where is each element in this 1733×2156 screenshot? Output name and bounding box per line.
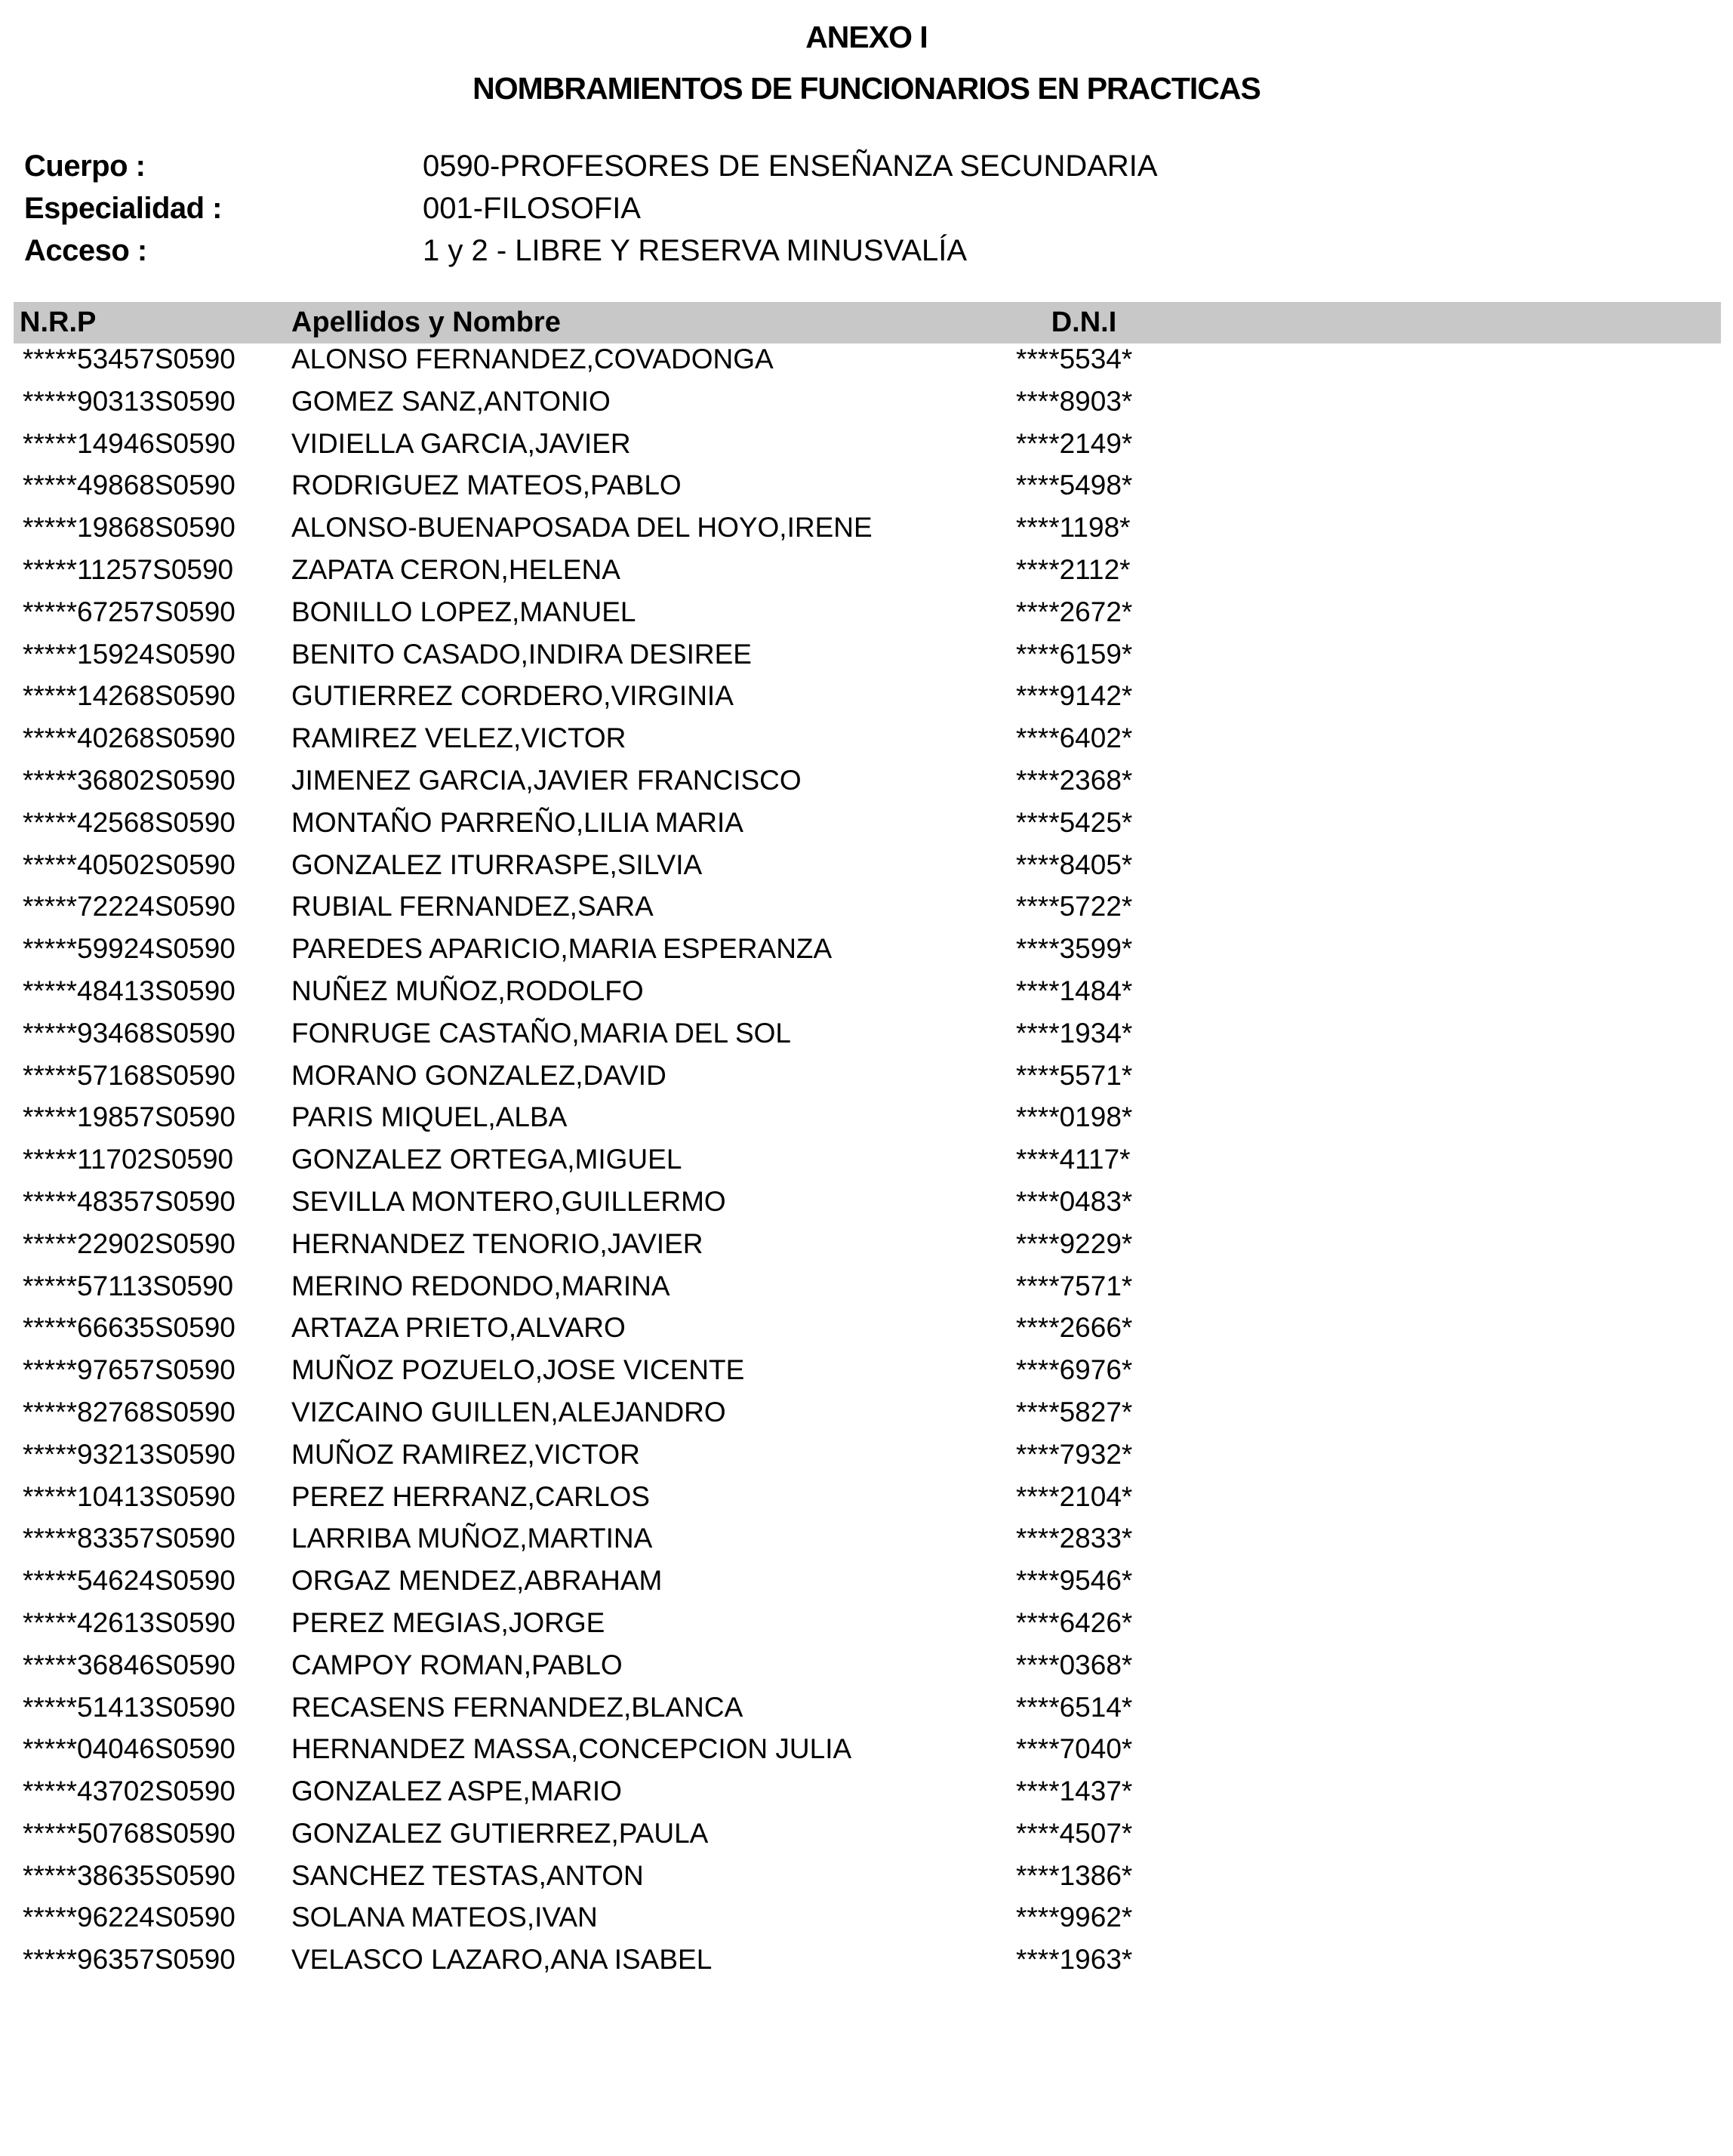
table-row: [0, 1565, 1733, 1607]
cell-name: RAMIREZ VELEZ,VICTOR: [291, 722, 626, 754]
cell-name: BONILLO LOPEZ,MANUEL: [291, 596, 636, 627]
cell-name: MONTAÑO PARREÑO,LILIA MARIA: [291, 806, 743, 838]
cell-name: PEREZ HERRANZ,CARLOS: [291, 1480, 650, 1512]
cell-name: CAMPOY ROMAN,PABLO: [291, 1649, 623, 1680]
cell-dni: ****9142*: [1016, 680, 1133, 712]
table-row: [0, 470, 1733, 512]
cell-nrp: *****43702S0590: [23, 1776, 235, 1807]
cell-dni: ****4117*: [1016, 1144, 1131, 1175]
cell-dni: ****2149*: [1016, 427, 1133, 459]
cell-dni: ****9229*: [1016, 1227, 1133, 1259]
cell-nrp: *****96224S0590: [23, 1902, 235, 1933]
cell-nrp: *****11257S0590: [23, 553, 234, 585]
cell-name: GONZALEZ ITURRASPE,SILVIA: [291, 849, 703, 880]
cell-nrp: *****19857S0590: [23, 1101, 235, 1133]
table-row: [0, 722, 1733, 765]
table-row: [0, 975, 1733, 1018]
table-row: [0, 1944, 1733, 1986]
cell-nrp: *****54624S0590: [23, 1565, 235, 1597]
cell-dni: ****8903*: [1016, 385, 1133, 417]
cell-nrp: *****48413S0590: [23, 975, 235, 1006]
table-row: [0, 1818, 1733, 1860]
cell-name: ZAPATA CERON,HELENA: [291, 553, 620, 585]
cell-dni: ****5534*: [1016, 343, 1133, 374]
cell-name: ALONSO-BUENAPOSADA DEL HOYO,IRENE: [291, 512, 873, 544]
cell-nrp: *****15924S0590: [23, 638, 235, 670]
cell-name: ALONSO FERNANDEZ,COVADONGA: [291, 343, 774, 374]
cell-nrp: *****49868S0590: [23, 470, 235, 501]
cell-nrp: *****50768S0590: [23, 1817, 235, 1849]
cell-nrp: *****93213S0590: [23, 1438, 235, 1470]
cell-name: VIDIELLA GARCIA,JAVIER: [291, 427, 631, 459]
cell-nrp: *****19868S0590: [23, 512, 235, 544]
cell-name: MORANO GONZALEZ,DAVID: [291, 1059, 666, 1091]
table-row: [0, 1060, 1733, 1102]
table-row: [0, 1228, 1733, 1270]
cell-nrp: *****96357S0590: [23, 1944, 235, 1976]
cell-nrp: *****36846S0590: [23, 1649, 235, 1680]
table-row: [0, 1144, 1733, 1186]
cell-dni: ****6402*: [1016, 722, 1133, 754]
cell-name: GONZALEZ ASPE,MARIO: [291, 1776, 622, 1807]
cell-dni: ****5425*: [1016, 806, 1133, 838]
table-row: [0, 1776, 1733, 1818]
table-row: [0, 933, 1733, 975]
cell-dni: ****5827*: [1016, 1396, 1133, 1428]
cell-nrp: *****38635S0590: [23, 1859, 235, 1891]
cell-nrp: *****10413S0590: [23, 1480, 235, 1512]
table-row: [0, 807, 1733, 849]
cell-dni: ****3599*: [1016, 933, 1133, 965]
cell-dni: ****2112*: [1016, 553, 1131, 585]
cell-nrp: *****67257S0590: [23, 596, 235, 627]
table-row: [0, 386, 1733, 428]
table-row: [0, 1523, 1733, 1565]
table-row: [0, 1649, 1733, 1692]
cell-nrp: *****42613S0590: [23, 1606, 235, 1638]
cell-dni: ****6426*: [1016, 1606, 1133, 1638]
cell-nrp: *****40268S0590: [23, 722, 235, 754]
cell-name: GONZALEZ ORTEGA,MIGUEL: [291, 1144, 682, 1175]
cell-name: ARTAZA PRIETO,ALVARO: [291, 1312, 626, 1344]
cell-nrp: *****93468S0590: [23, 1017, 235, 1049]
cell-name: LARRIBA MUÑOZ,MARTINA: [291, 1523, 653, 1554]
acceso-value: 1 y 2 - LIBRE Y RESERVA MINUSVALÍA: [423, 234, 968, 267]
cell-nrp: *****36802S0590: [23, 764, 235, 796]
column-header-dni: D.N.I: [1051, 306, 1117, 338]
cuerpo-label: Cuerpo :: [24, 149, 146, 183]
acceso-label: Acceso :: [24, 234, 147, 267]
table-row: [0, 1607, 1733, 1649]
table-body: [0, 343, 1733, 1986]
document-title: ANEXO I: [805, 20, 928, 54]
cell-name: JIMENEZ GARCIA,JAVIER FRANCISCO: [291, 764, 802, 796]
column-header-nrp: N.R.P: [20, 306, 97, 338]
especialidad-value: 001-FILOSOFIA: [423, 192, 641, 225]
cell-dni: ****2833*: [1016, 1523, 1133, 1554]
cell-name: FONRUGE CASTAÑO,MARIA DEL SOL: [291, 1017, 792, 1049]
cell-dni: ****2104*: [1016, 1480, 1133, 1512]
cell-nrp: *****59924S0590: [23, 933, 235, 965]
table-row: [0, 1101, 1733, 1144]
cell-dni: ****7932*: [1016, 1438, 1133, 1470]
cell-nrp: *****66635S0590: [23, 1312, 235, 1344]
table-row: [0, 1733, 1733, 1776]
meta-cuerpo-row: [0, 149, 1733, 192]
meta-acceso-row: [0, 234, 1733, 276]
cell-name: HERNANDEZ TENORIO,JAVIER: [291, 1227, 703, 1259]
cell-name: RECASENS FERNANDEZ,BLANCA: [291, 1691, 743, 1723]
cell-name: RODRIGUEZ MATEOS,PABLO: [291, 470, 682, 501]
cell-dni: ****8405*: [1016, 849, 1133, 880]
table-row: [0, 1692, 1733, 1734]
table-row: [0, 554, 1733, 596]
cell-nrp: *****51413S0590: [23, 1691, 235, 1723]
cell-dni: ****1386*: [1016, 1859, 1133, 1891]
cell-dni: ****5498*: [1016, 470, 1133, 501]
cell-dni: ****9962*: [1016, 1902, 1133, 1933]
cell-nrp: *****48357S0590: [23, 1185, 235, 1217]
cuerpo-value: 0590-PROFESORES DE ENSEÑANZA SECUNDARIA: [423, 149, 1158, 183]
table-row: [0, 1481, 1733, 1523]
cell-name: ORGAZ MENDEZ,ABRAHAM: [291, 1565, 663, 1597]
table-row: [0, 1186, 1733, 1228]
cell-dni: ****0483*: [1016, 1185, 1133, 1217]
cell-dni: ****1484*: [1016, 975, 1133, 1006]
cell-name: NUÑEZ MUÑOZ,RODOLFO: [291, 975, 644, 1006]
cell-name: MUÑOZ POZUELO,JOSE VICENTE: [291, 1354, 745, 1386]
cell-nrp: *****57168S0590: [23, 1059, 235, 1091]
cell-name: SOLANA MATEOS,IVAN: [291, 1902, 598, 1933]
table-row: [0, 1312, 1733, 1354]
cell-nrp: *****83357S0590: [23, 1523, 235, 1554]
cell-nrp: *****53457S0590: [23, 343, 235, 374]
cell-name: GONZALEZ GUTIERREZ,PAULA: [291, 1817, 709, 1849]
cell-name: BENITO CASADO,INDIRA DESIREE: [291, 638, 752, 670]
cell-nrp: *****11702S0590: [23, 1144, 234, 1175]
cell-nrp: *****72224S0590: [23, 891, 235, 922]
cell-name: MERINO REDONDO,MARINA: [291, 1270, 670, 1301]
table-row: [0, 849, 1733, 892]
table-row: [0, 891, 1733, 933]
cell-nrp: *****97657S0590: [23, 1354, 235, 1386]
table-header: [14, 302, 1721, 343]
cell-dni: ****6514*: [1016, 1691, 1133, 1723]
table-row: [0, 1439, 1733, 1481]
table-row: [0, 596, 1733, 639]
cell-dni: ****2368*: [1016, 764, 1133, 796]
cell-name: HERNANDEZ MASSA,CONCEPCION JULIA: [291, 1733, 852, 1765]
cell-dni: ****2666*: [1016, 1312, 1133, 1344]
cell-name: SEVILLA MONTERO,GUILLERMO: [291, 1185, 726, 1217]
table-row: [0, 428, 1733, 470]
cell-dni: ****1198*: [1016, 512, 1131, 544]
cell-dni: ****9546*: [1016, 1565, 1133, 1597]
cell-nrp: *****14268S0590: [23, 680, 235, 712]
cell-dni: ****5571*: [1016, 1059, 1133, 1091]
cell-nrp: *****57113S0590: [23, 1270, 234, 1301]
meta-especialidad-row: [0, 192, 1733, 234]
cell-nrp: *****04046S0590: [23, 1733, 235, 1765]
cell-dni: ****1934*: [1016, 1017, 1133, 1049]
especialidad-label: Especialidad :: [24, 192, 222, 225]
cell-nrp: *****90313S0590: [23, 385, 235, 417]
cell-name: PARIS MIQUEL,ALBA: [291, 1101, 568, 1133]
cell-nrp: *****40502S0590: [23, 849, 235, 880]
cell-name: PEREZ MEGIAS,JORGE: [291, 1606, 605, 1638]
cell-nrp: *****82768S0590: [23, 1396, 235, 1428]
cell-name: PAREDES APARICIO,MARIA ESPERANZA: [291, 933, 833, 965]
cell-dni: ****0198*: [1016, 1101, 1133, 1133]
document-subtitle: NOMBRAMIENTOS DE FUNCIONARIOS EN PRACTICAS: [472, 71, 1261, 106]
cell-dni: ****1437*: [1016, 1776, 1133, 1807]
cell-name: GOMEZ SANZ,ANTONIO: [291, 385, 611, 417]
column-header-name: Apellidos y Nombre: [291, 306, 561, 338]
cell-nrp: *****22902S0590: [23, 1227, 235, 1259]
table-row: [0, 1397, 1733, 1439]
cell-name: GUTIERREZ CORDERO,VIRGINIA: [291, 680, 734, 712]
cell-nrp: *****42568S0590: [23, 806, 235, 838]
cell-dni: ****2672*: [1016, 596, 1133, 627]
table-row: [0, 1354, 1733, 1397]
cell-dni: ****0368*: [1016, 1649, 1133, 1680]
table-row: [0, 1860, 1733, 1902]
cell-dni: ****6159*: [1016, 638, 1133, 670]
cell-dni: ****1963*: [1016, 1944, 1133, 1976]
table-row: [0, 343, 1733, 386]
cell-dni: ****4507*: [1016, 1817, 1133, 1849]
table-row: [0, 680, 1733, 722]
cell-name: VELASCO LAZARO,ANA ISABEL: [291, 1944, 713, 1976]
cell-name: MUÑOZ RAMIREZ,VICTOR: [291, 1438, 640, 1470]
cell-dni: ****6976*: [1016, 1354, 1133, 1386]
table-row: [0, 1270, 1733, 1313]
table-row: [0, 1018, 1733, 1060]
cell-name: VIZCAINO GUILLEN,ALEJANDRO: [291, 1396, 726, 1428]
cell-name: RUBIAL FERNANDEZ,SARA: [291, 891, 654, 922]
table-row: [0, 512, 1733, 554]
cell-dni: ****7040*: [1016, 1733, 1133, 1765]
cell-dni: ****7571*: [1016, 1270, 1133, 1301]
table-row: [0, 1902, 1733, 1944]
cell-nrp: *****14946S0590: [23, 427, 235, 459]
cell-name: SANCHEZ TESTAS,ANTON: [291, 1859, 644, 1891]
table-row: [0, 639, 1733, 681]
table-row: [0, 765, 1733, 807]
cell-dni: ****5722*: [1016, 891, 1133, 922]
